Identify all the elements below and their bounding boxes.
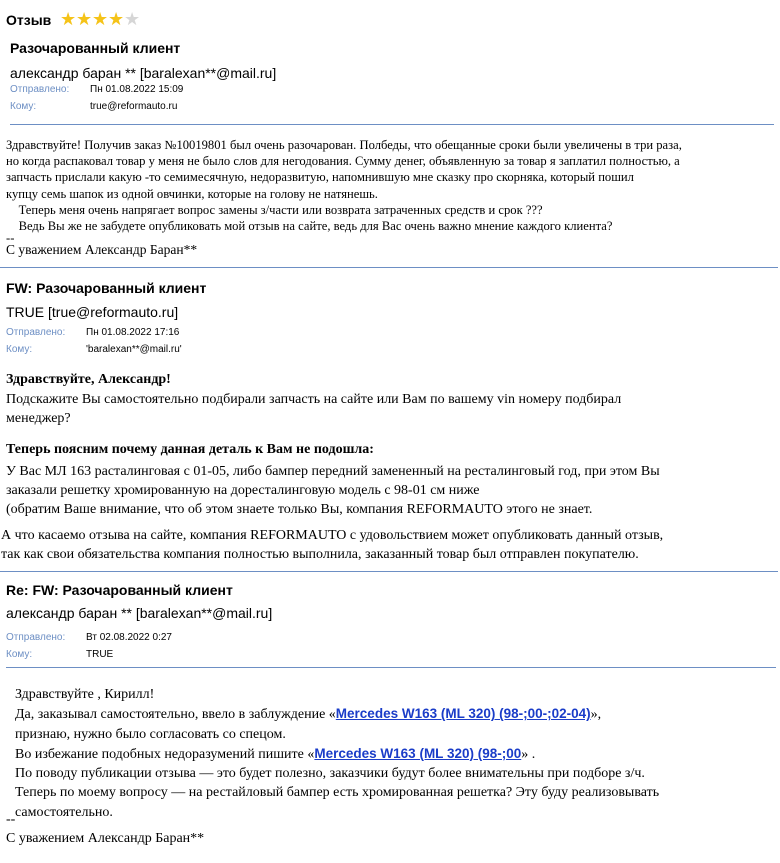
email-3-to-value[interactable]: TRUE xyxy=(86,649,114,660)
email-2-sent-value: Пн 01.08.2022 17:16 xyxy=(86,327,180,338)
star-filled-icon: ★ xyxy=(108,9,125,30)
email-1-signature: С уважением Александр Баран** xyxy=(6,242,198,258)
review-label: Отзыв xyxy=(6,12,52,28)
email-3-text: Да, заказывал самостоятельно, ввело в заблуждение « xyxy=(15,707,336,723)
email-2-explanation-line: заказали решетку хромированную на доресталинговую модель с 98-01 см ниже xyxy=(6,483,480,498)
star-filled-icon: ★ xyxy=(60,9,77,30)
email-1-subject: Разочарованный клиент xyxy=(10,40,181,56)
email-1-body-line: но когда распаковал товар у меня не было слов для негодования. Сумму денег, объявленную за товар я заплатил полностью, а xyxy=(6,154,680,169)
email-2-question-line: Подскажите Вы самостоятельно подбирали запчасть на сайте или Вам по вашему vin номеру подбирал xyxy=(6,392,622,407)
email-3-line: По поводу публикации отзыва — это будет полезно, заказчики будут более внимательны при подборе з/ч. xyxy=(15,766,645,782)
product-link-2[interactable]: Mercedes W163 (ML 320) (98-;00 xyxy=(314,745,522,761)
email-2-greeting: Здравствуйте, Александр! xyxy=(6,372,171,387)
email-3-divider xyxy=(6,667,776,668)
email-3-sig-dash: -- xyxy=(6,812,16,827)
email-2-question xyxy=(6,390,621,428)
star-filled-icon: ★ xyxy=(92,9,109,30)
email-2-review-line: так как свои обязательства компания полностью выполнила, заказанный товар был отправлен покупателю. xyxy=(1,547,639,562)
email-3-signature: С уважением Александр Баран** xyxy=(6,831,205,846)
rating-stars xyxy=(60,11,140,30)
email-3-text: Во избежание подобных недоразумений пишите « xyxy=(15,746,315,762)
email-1-body xyxy=(6,137,682,258)
star-filled-icon: ★ xyxy=(76,9,93,30)
email-3-line xyxy=(15,704,659,724)
email-3-line: самостоятельно. xyxy=(15,804,113,820)
email-1-end-divider xyxy=(0,267,778,268)
email-2-heading: Теперь поясним почему данная деталь к Вам не подошла: xyxy=(6,442,374,457)
email-2-review-note xyxy=(1,526,663,564)
email-1-to-value[interactable]: true@reformauto.ru xyxy=(90,101,178,112)
email-3-sent-value: Вт 02.08.2022 0:27 xyxy=(86,632,172,643)
email-2-to-value[interactable]: 'baralexan**@mail.ru' xyxy=(86,344,182,355)
email-1-sent-label: Отправлено: xyxy=(10,84,70,95)
email-2-from[interactable]: TRUE [true@reformauto.ru] xyxy=(6,304,179,320)
email-1-body-line: Ведь Вы же не забудете опубликовать мой отзыв на сайте, ведь для Вас очень важно мнение каждого клиента? xyxy=(6,219,613,234)
email-2-end-divider xyxy=(0,571,778,572)
email-1-body-line: запчасть прислали какую -то семимесячную, недоразвитую, напомнившую мне сказку про скорняка, который пошил xyxy=(6,170,634,185)
email-1-to-label: Кому: xyxy=(10,101,37,112)
email-3-greeting: Здравствуйте , Кирилл! xyxy=(15,687,155,702)
star-empty-icon: ★ xyxy=(124,9,141,30)
email-3-from[interactable]: александр баран ** [baralexan**@mail.ru] xyxy=(6,605,273,621)
email-2-subject: FW: Разочарованный клиент xyxy=(6,280,207,296)
email-3-body xyxy=(15,685,659,822)
email-2-to-label: Кому: xyxy=(6,344,33,355)
email-1-sent-value: Пн 01.08.2022 15:09 xyxy=(90,84,184,95)
email-2-review-line: А что касаемо отзыва на сайте, компания REFORMAUTO с удовольствием может опубликовать данный отзыв, xyxy=(1,528,664,543)
product-link-1[interactable]: Mercedes W163 (ML 320) (98-;00-;02-04) xyxy=(335,706,591,722)
email-3-line xyxy=(15,744,659,764)
email-2-explanation-line: (обратим Ваше внимание, что об этом знаете только Вы, компания REFORMAUTO этого не знает. xyxy=(6,502,593,517)
email-1-from[interactable]: александр баран ** [baralexan**@mail.ru] xyxy=(10,65,277,81)
email-1-sig-dash: -- xyxy=(6,231,15,246)
email-2-explanation xyxy=(6,462,660,519)
email-2-sent-label: Отправлено: xyxy=(6,327,66,338)
email-1-body-line: Теперь меня очень напрягает вопрос замены з/части или возврата затраченных средств и срок ??? xyxy=(6,202,543,217)
email-3-line: Теперь по моему вопросу — на рестайловый бампер есть хромированная решетка? Эту буду реализовывать xyxy=(15,785,660,801)
email-1-body-line: Здравствуйте! Получив заказ №10019801 был очень разочарован. Полбеды, что обещанные сроки были увеличены в три раза, xyxy=(6,138,682,152)
email-1-body-line: купцу семь шапок из одной овчинки, которые на голову не натянешь. xyxy=(6,186,378,201)
email-3-sent-label: Отправлено: xyxy=(6,632,66,643)
email-2-explanation-line: У Вас МЛ 163 расталинговая с 01-05, либо бампер передний замененный на ресталинговый год, при этом Вы xyxy=(6,464,660,479)
email-3-subject: Re: FW: Разочарованный клиент xyxy=(6,582,233,598)
email-1-divider xyxy=(10,124,774,125)
email-3-text: », xyxy=(590,707,602,723)
email-3-to-label: Кому: xyxy=(6,649,33,660)
email-2-question-line: менеджер? xyxy=(6,411,71,426)
email-3-text: » . xyxy=(521,746,536,762)
email-3-line: признаю, нужно было согласовать со спецом. xyxy=(15,726,286,742)
